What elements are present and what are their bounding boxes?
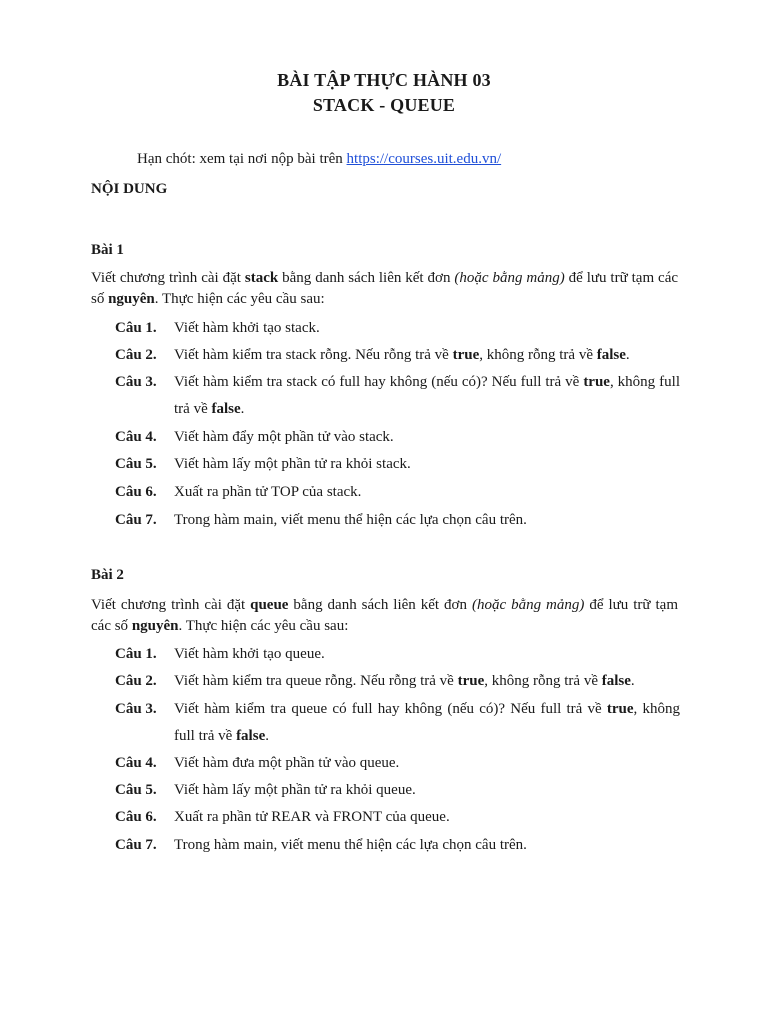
question-label: Câu 7. <box>115 837 157 853</box>
question-text-part: , không rỗng trả về <box>484 673 602 689</box>
question-label: Câu 1. <box>115 646 157 662</box>
question-bold: false <box>596 347 626 363</box>
question-text: Xuất ra phần tử REAR và FRONT của queue. <box>174 809 450 825</box>
exercise-2-intro <box>91 595 678 637</box>
deadline-text: Hạn chót: xem tại nơi nộp bài trên <box>137 151 347 167</box>
question-text-part: Viết hàm kiểm tra stack có full hay không (nếu có)? Nếu full trả về <box>174 374 584 390</box>
question-text: Viết hàm khởi tạo stack. <box>174 320 320 336</box>
question-text: Trong hàm main, viết menu thể hiện các lựa chọn câu trên. <box>174 837 527 853</box>
document-title: BÀI TẬP THỰC HÀNH 03 <box>277 70 491 90</box>
question-label: Câu 6. <box>115 484 157 500</box>
intro-text: . Thực hiện các yêu cầu sau: <box>154 291 325 307</box>
exercise-1-question-3 <box>115 369 680 423</box>
question-label: Câu 4. <box>115 755 157 771</box>
question-bold: true <box>606 701 634 717</box>
question-label: Câu 3. <box>115 374 157 390</box>
intro-text: để lưu trữ tạm các số <box>91 597 678 634</box>
exercise-2-question-3 <box>115 696 680 750</box>
question-label: Câu 5. <box>115 456 157 472</box>
intro-text: để lưu trữ tạm các số <box>91 270 679 307</box>
question-bold: false <box>601 673 631 689</box>
question-text-part: . <box>265 728 269 744</box>
exercise-2-question-4 <box>115 750 680 777</box>
question-text-part: . <box>630 673 635 689</box>
question-text-part: , không full trả về <box>174 374 680 417</box>
intro-text: Viết chương trình cài đặt <box>91 270 245 286</box>
exercise-1-intro <box>91 268 678 310</box>
exercise-1-heading: Bài 1 <box>91 242 124 258</box>
question-text: Xuất ra phần tử TOP của stack. <box>174 484 362 500</box>
intro-bold: queue <box>250 597 289 613</box>
courses-link[interactable]: https://courses.uit.edu.vn/ <box>346 151 502 167</box>
exercise-1-question-7 <box>115 507 680 534</box>
intro-italic: (hoặc bằng mảng) <box>471 597 585 613</box>
question-text <box>174 668 680 695</box>
question-text-part: . <box>240 401 245 417</box>
section-heading: NỘI DUNG <box>91 181 168 197</box>
question-text-part: , không rỗng trả về <box>479 347 597 363</box>
intro-text: . Thực hiện các yêu cầu sau: <box>178 618 349 634</box>
exercise-2-question-1 <box>115 641 680 668</box>
question-bold: true <box>457 673 485 689</box>
exercise-1-question-2 <box>115 342 680 369</box>
exercise-1-question-6 <box>115 479 680 506</box>
exercise-2-question-7 <box>115 832 680 859</box>
deadline-line <box>137 151 501 168</box>
question-text <box>174 342 680 369</box>
question-label: Câu 1. <box>115 320 157 336</box>
question-text: Trong hàm main, viết menu thể hiện các lựa chọn câu trên. <box>174 512 527 528</box>
question-text: Viết hàm đưa một phần tử vào queue. <box>174 755 400 771</box>
intro-bold: stack <box>244 270 279 286</box>
question-bold: true <box>583 374 610 390</box>
question-label: Câu 5. <box>115 782 157 798</box>
question-label: Câu 4. <box>115 429 157 445</box>
question-bold: false <box>211 401 241 417</box>
question-bold: false <box>236 728 266 744</box>
question-text: Viết hàm lấy một phần tử ra khỏi stack. <box>174 456 411 472</box>
exercise-2-question-2 <box>115 668 680 695</box>
question-label: Câu 7. <box>115 512 157 528</box>
question-label: Câu 2. <box>115 673 157 689</box>
intro-text: Viết chương trình cài đặt <box>91 597 251 613</box>
question-text-part: Viết hàm kiểm tra stack rỗng. Nếu rỗng trả về <box>174 347 453 363</box>
intro-bold: nguyên <box>131 618 179 634</box>
question-label: Câu 6. <box>115 809 157 825</box>
question-text-part: Viết hàm kiểm tra queue có full hay không (nếu có)? Nếu full trả về <box>174 701 607 717</box>
question-text: Viết hàm đẩy một phần tử vào stack. <box>174 429 394 445</box>
question-text-part: Viết hàm kiểm tra queue rỗng. Nếu rỗng trả về <box>174 673 458 689</box>
document-subtitle: STACK - QUEUE <box>312 95 456 115</box>
intro-italic: (hoặc bằng mảng) <box>454 270 565 286</box>
exercise-1-question-4 <box>115 424 680 451</box>
question-text-part: , không full trả về <box>174 701 681 744</box>
exercise-2-heading: Bài 2 <box>91 567 124 583</box>
intro-text: bằng danh sách liên kết đơn <box>278 270 455 286</box>
exercise-1-question-5 <box>115 451 680 478</box>
question-label: Câu 3. <box>115 701 157 717</box>
question-text <box>174 696 680 750</box>
question-label: Câu 2. <box>115 347 157 363</box>
intro-bold: nguyên <box>108 291 155 307</box>
question-text-part: . <box>625 347 630 363</box>
question-text: Viết hàm lấy một phần tử ra khỏi queue. <box>174 782 416 798</box>
question-text: Viết hàm khởi tạo queue. <box>174 646 325 662</box>
exercise-2-question-6 <box>115 804 680 831</box>
exercise-1-question-1 <box>115 315 680 342</box>
exercise-2-question-5 <box>115 777 680 804</box>
question-bold: true <box>452 347 480 363</box>
intro-text: bằng danh sách liên kết đơn <box>288 597 472 613</box>
question-text <box>174 369 680 423</box>
